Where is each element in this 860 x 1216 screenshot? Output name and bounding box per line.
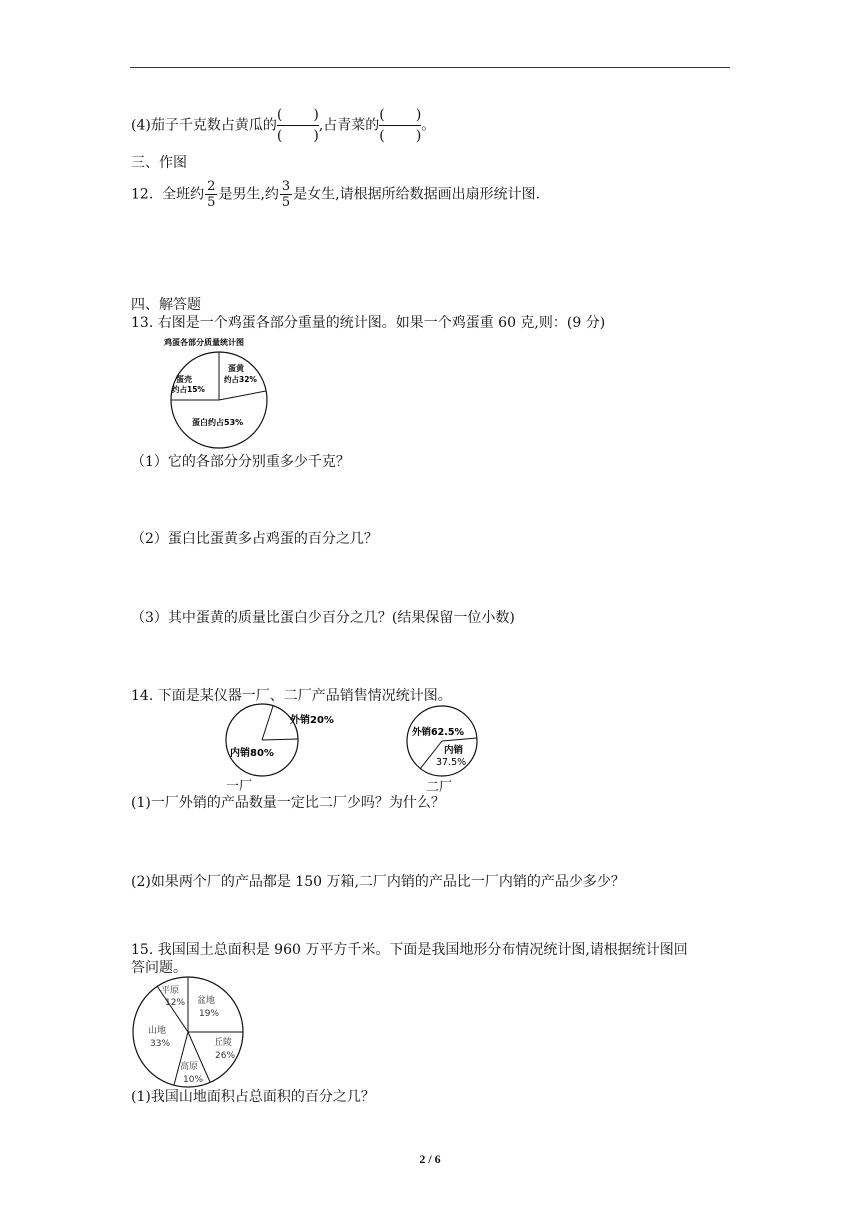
plain-label: 平原	[161, 986, 180, 996]
shell-percent: 约占15%	[172, 385, 205, 394]
q12-text-2: 是男生,约	[218, 186, 279, 203]
q15-sub1: (1)我国山地面积占总面积的百分之几？	[131, 1089, 375, 1105]
plateau-percent: 10%	[183, 1075, 204, 1085]
fraction-2-5: $\frac{2}{5}$	[207, 179, 216, 210]
terrain-pie-chart	[128, 972, 253, 1094]
export-label: 外销20%	[290, 715, 334, 726]
factory1-pie-chart	[212, 702, 334, 801]
white-label: 蛋白约占53%	[192, 418, 244, 427]
q4-prefix: (4)茄子千克数占黄瓜的	[131, 117, 277, 134]
basin-label: 盆地	[197, 996, 216, 1006]
q13-sub3: （3）其中蛋黄的质量比蛋白少百分之几？(结果保留一位小数)	[131, 610, 515, 626]
q15-stem-line1: 15. 我国国土总面积是 960 万平方千米。下面是我国地形分布情况统计图,请根据统计图回	[131, 942, 688, 958]
q12-number: 12.	[131, 186, 154, 203]
q14-stem: 14. 下面是某仪器一厂、二厂产品销售情况统计图。	[131, 688, 452, 704]
header-rule	[130, 67, 730, 68]
hill-label: 丘陵	[214, 1038, 233, 1048]
q13-stem: 13. 右图是一个鸡蛋各部分重量的统计图。如果一个鸡蛋重 60 克,则：(9 分)	[131, 315, 606, 331]
q12-line	[131, 179, 540, 210]
q14-sub2: (2)如果两个厂的产品都是 150 万箱,二厂内销的产品比一厂内销的产品少多少？	[131, 874, 625, 890]
fraction-3-5: $\frac{3}{5}$	[281, 179, 291, 210]
mountain-percent: 33%	[150, 1039, 171, 1049]
factory1-caption: 一厂	[226, 779, 253, 794]
q12-text-1: 全班约	[162, 186, 205, 203]
q4-line	[131, 107, 435, 144]
q4-mid: ,占青菜的	[318, 117, 380, 134]
slice-divider	[262, 706, 273, 740]
domestic-label: 内销	[444, 745, 464, 756]
factory2-pie-chart	[402, 705, 492, 801]
shell-label: 蛋壳	[176, 375, 192, 384]
q12-text-3: 是女生,请根据所给数据画出扇形统计图.	[293, 186, 541, 203]
chart-title: 鸡蛋各部分质量统计图	[164, 338, 244, 347]
basin-percent: 19%	[199, 1009, 220, 1019]
section-4-heading: 四、解答题	[131, 297, 201, 313]
mountain-label: 山地	[148, 1026, 167, 1036]
q15-stem-line2: 答问题。	[131, 960, 187, 976]
plateau-label: 高原	[180, 1062, 199, 1072]
slice-divider	[442, 738, 477, 741]
slice-divider	[262, 739, 298, 740]
answer-blank-2[interactable]: ( ) ( )	[379, 107, 422, 144]
answer-blank-1[interactable]: ( ) ( )	[276, 107, 319, 144]
page-number: 2 / 6	[419, 1152, 441, 1166]
egg-pie-chart	[158, 334, 283, 458]
yolk-label: 蛋黄	[228, 364, 244, 373]
q13-sub2: （2）蛋白比蛋黄多占鸡蛋的百分之几？	[131, 531, 378, 547]
section-3-heading: 三、作图	[131, 155, 187, 171]
domestic-label: 内销80%	[230, 748, 274, 759]
q4-suffix: 。	[421, 117, 436, 134]
export-label: 外销62.5%	[412, 727, 464, 738]
hill-percent: 26%	[215, 1051, 236, 1061]
q13-sub1: （1）它的各部分分别重多少千克？	[131, 454, 350, 470]
q14-sub1: (1)一厂外销的产品数量一定比二厂少吗？为什么？	[131, 795, 445, 811]
slice-divider	[219, 391, 266, 400]
factory2-caption: 二厂	[426, 780, 453, 795]
yolk-percent: 约占32%	[224, 375, 257, 384]
domestic-percent: 37.5%	[436, 757, 467, 768]
plain-percent: 12%	[165, 998, 186, 1008]
